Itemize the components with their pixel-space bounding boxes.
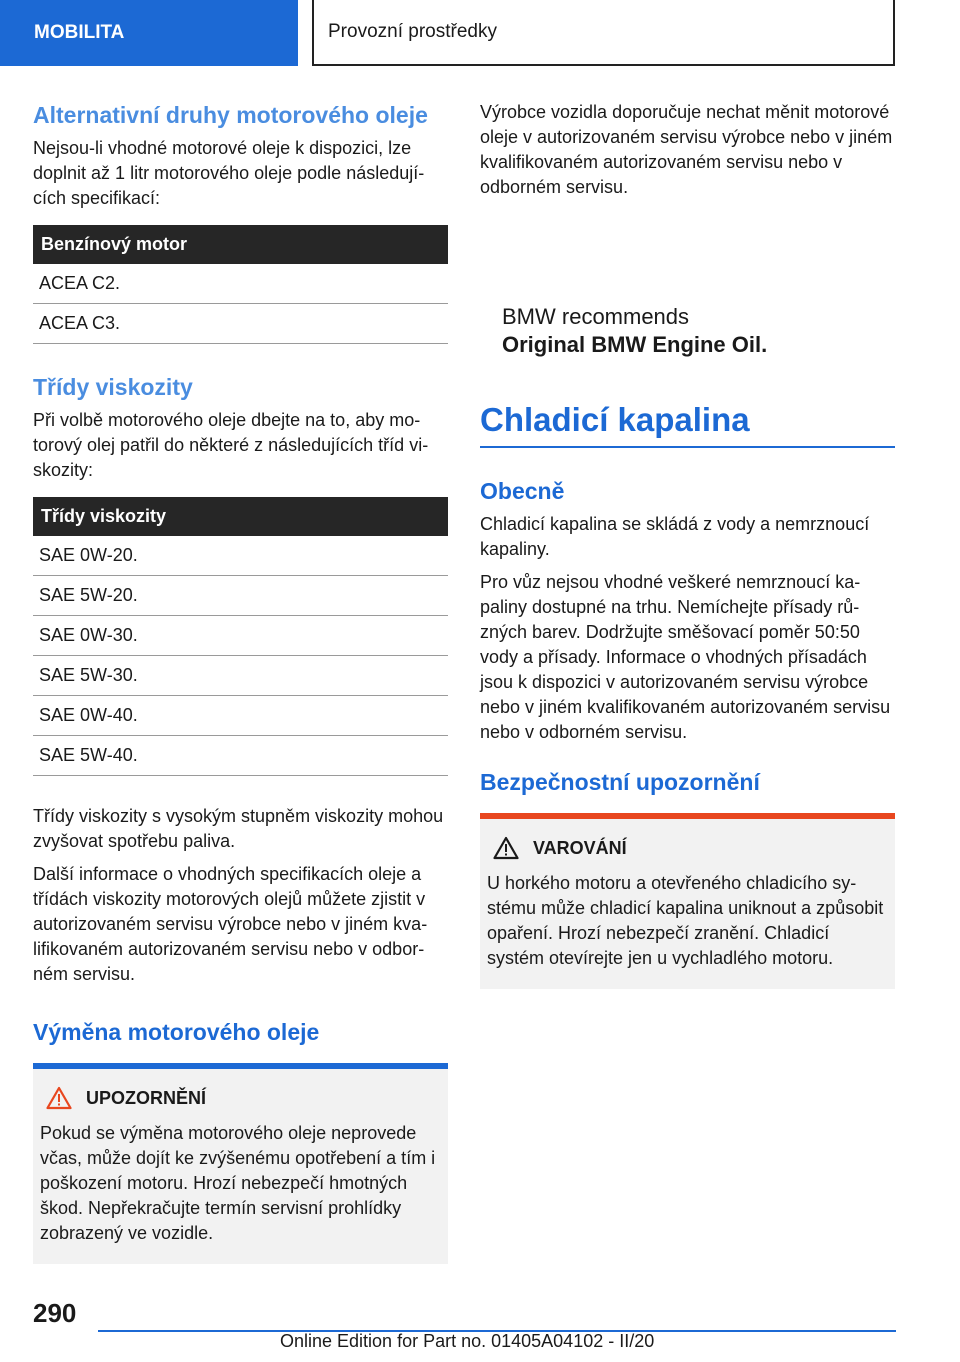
bmw-engine-oil-line: Original BMW Engine Oil. xyxy=(502,332,768,357)
caution-triangle-icon xyxy=(46,1086,72,1110)
coolant-antifreeze-info: Pro vůz nejsou vhodné veškeré nemrznoucí kapaliny dostupné na trhu. Nemíchejte přísady různých barev. Dodržujte směšovací poměr 50:50 vody a přísady. Informace o vhodných přísadách jsou k dispozici v autorizovaném servisu výrobce nebo v jiném kvalifikovaném autorizovaném servisu nebo v odborném servisu. xyxy=(480,572,891,742)
edition-footer: Online Edition for Part no. 01405A04102 - II/20 xyxy=(280,1331,655,1351)
alt-oil-heading: Alternativní druhy motorového oleje xyxy=(33,102,428,128)
table-row xyxy=(33,264,448,304)
table-row xyxy=(33,576,448,616)
page-number: 290 xyxy=(33,1298,77,1328)
table-row xyxy=(33,536,448,576)
table-cell: SAE 5W-20. xyxy=(33,576,448,616)
viscosity-heading: Třídy viskozity xyxy=(33,374,193,400)
bmw-recommends-line: BMW recommends xyxy=(502,304,690,329)
notice-box xyxy=(33,1063,448,1264)
table-cell: SAE 5W-30. xyxy=(33,656,448,696)
coolant-title: Chladicí kapalina xyxy=(480,398,895,448)
gasoline-spec-table xyxy=(33,225,448,344)
table-row xyxy=(33,736,448,776)
table-row xyxy=(33,616,448,656)
table-cell: ACEA C3. xyxy=(33,304,448,344)
table-cell: SAE 0W-20. xyxy=(33,536,448,576)
table-row xyxy=(33,304,448,344)
left-column xyxy=(33,100,448,1264)
table-header: Benzínový motor xyxy=(33,225,448,264)
table-cell: SAE 5W-40. xyxy=(33,736,448,776)
bmw-oil-recommendation xyxy=(480,208,895,398)
general-heading: Obecně xyxy=(480,478,565,504)
service-recommendation: Výrobce vozidla doporučuje nechat měnit motorové oleje v autorizovaném servisu výrobce nebo v jiném kvalifikovaném autorizovaném servisu nebo v odborném servisu. xyxy=(480,102,893,197)
viscosity-text: Při volbě motorového oleje dbejte na to, aby motorový olej patřil do některé z následujících tříd viskozity: xyxy=(33,410,429,480)
viscosity-note-info: Další informace o vhodných specifikacích oleje a třídách viskozity motorových olejů můžete zjistit v autorizovaném servisu výrobce nebo v jiném kvalifikovaném autorizovaném servisu nebo v odborném servisu. xyxy=(33,864,428,984)
table-cell: ACEA C2. xyxy=(33,264,448,304)
right-column xyxy=(480,100,895,989)
coolant-composition: Chladicí kapalina se skládá z vody a nemrznoucí kapaliny. xyxy=(480,514,870,559)
oil-change-heading: Výměna motorového oleje xyxy=(33,1019,320,1045)
table-cell: SAE 0W-30. xyxy=(33,616,448,656)
notice-label: UPOZORNĚNÍ xyxy=(86,1087,207,1108)
table-row xyxy=(33,696,448,736)
notice-text: Pokud se výměna motorového oleje neprovede včas, může dojít ke zvýšenému opotřebení a tím i poškození motoru. Hrozí nebezpečí hmotných škod. Nepřekračujte termín servisní prohlídky zobrazený ve vozidle. xyxy=(40,1123,436,1243)
warning-text: U horkého motoru a otevřeného chladicího systému může chladicí kapalina uniknout a způsobit opaření. Hrozí nebezpečí zranění. Chladicí systém otevírejte jen u vychladlého motoru. xyxy=(487,873,884,968)
section-tab: MOBILITA xyxy=(0,0,298,66)
table-row xyxy=(33,656,448,696)
alt-oil-text: Nejsou-li vhodné motorové oleje k dispozici, lze doplnit až 1 litr motorového oleje podle následujících specifikací: xyxy=(33,138,425,208)
viscosity-note-consumption: Třídy viskozity s vysokým stupněm viskozity mohou zvyšovat spotřebu paliva. xyxy=(33,806,444,851)
table-header: Třídy viskozity xyxy=(33,497,448,536)
warning-triangle-icon xyxy=(493,836,519,860)
warning-box xyxy=(480,813,895,989)
table-cell: SAE 0W-40. xyxy=(33,696,448,736)
warning-label: VAROVÁNÍ xyxy=(533,837,627,858)
chapter-title: Provozní prostředky xyxy=(312,0,895,66)
viscosity-table xyxy=(33,497,448,776)
safety-heading: Bezpečnostní upozornění xyxy=(480,769,760,795)
